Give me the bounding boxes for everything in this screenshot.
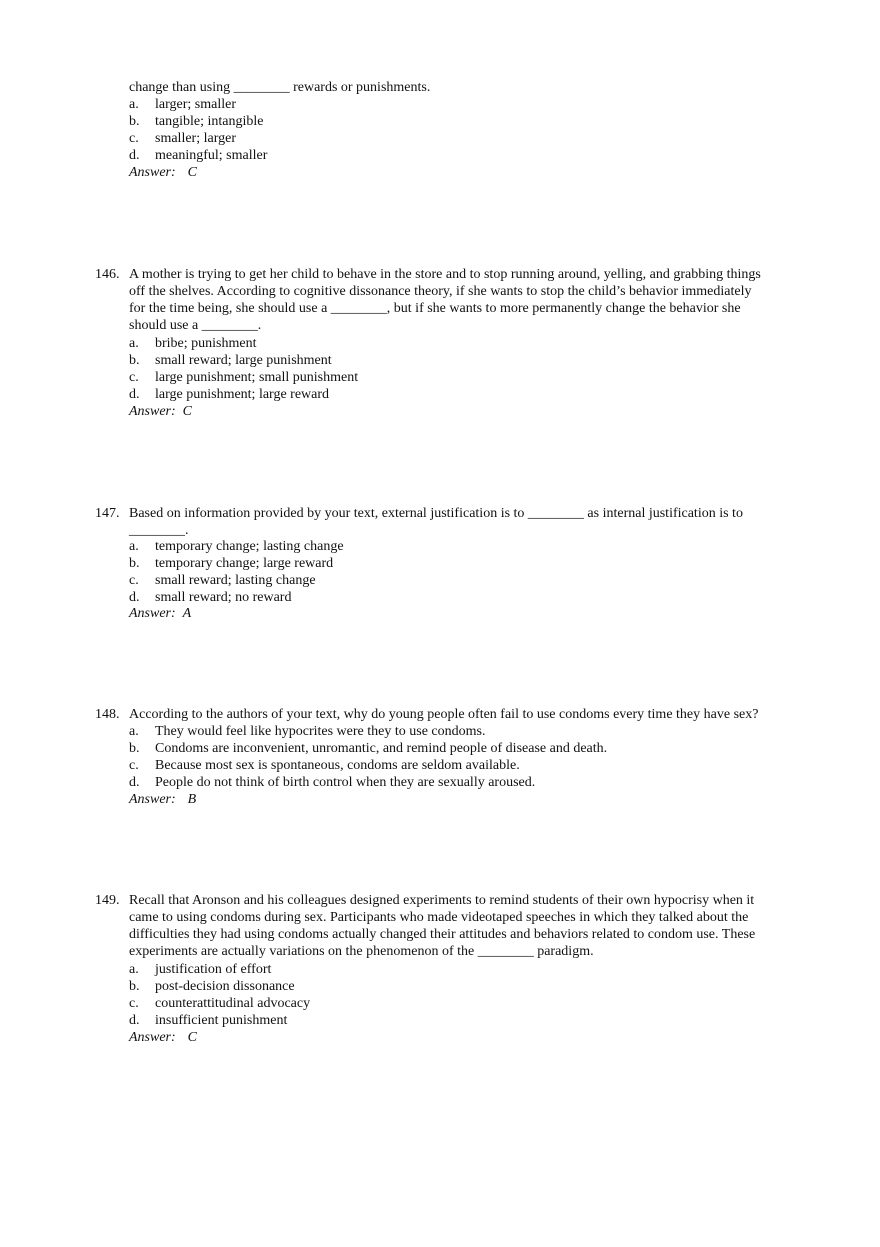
option-letter: d. [129, 590, 140, 605]
option-text: small reward; no reward [155, 590, 292, 605]
answer-value: C [182, 404, 193, 419]
answer-value: C [187, 165, 198, 180]
option-letter: c. [129, 758, 139, 773]
answer-label: Answer: [129, 1030, 176, 1045]
option-text: temporary change; lasting change [155, 539, 344, 554]
option-letter: c. [129, 996, 139, 1011]
option-letter: d. [129, 775, 140, 790]
option-letter: b. [129, 741, 140, 756]
answer-value: B [187, 792, 197, 807]
option-text: large punishment; large reward [155, 387, 330, 402]
answer-label: Answer: [129, 792, 176, 807]
option-letter: a. [129, 336, 139, 351]
question-stem-line: should use a ________. [129, 318, 262, 333]
option-letter: c. [129, 131, 139, 146]
question-stem-line: difficulties they had using condoms actually changed their attitudes and behaviors related to condom use. These [129, 927, 756, 942]
option-letter: a. [129, 97, 139, 112]
question-stem-line: off the shelves. According to cognitive dissonance theory, if she wants to stop the child’s behavior immediately [129, 284, 752, 299]
option-letter: d. [129, 1013, 140, 1028]
question-stem-line: According to the authors of your text, why do young people often fail to use condoms every time they have sex? [129, 707, 759, 722]
option-text: temporary change; large reward [155, 556, 334, 571]
option-text: They would feel like hypocrites were they to use condoms. [155, 724, 486, 739]
question-number: 149. [95, 893, 120, 908]
answer-line [129, 1029, 197, 1046]
option-text: People do not think of birth control when they are sexually aroused. [155, 775, 536, 790]
question-stem-line: A mother is trying to get her child to behave in the store and to stop running around, yelling, and grabbing things [129, 267, 761, 282]
option-letter: c. [129, 370, 139, 385]
option-letter: d. [129, 148, 140, 163]
option-letter: b. [129, 353, 140, 368]
answer-line [129, 403, 192, 420]
option-text: Because most sex is spontaneous, condoms are seldom available. [155, 758, 520, 773]
option-text: bribe; punishment [155, 336, 257, 351]
answer-line [129, 164, 197, 181]
answer-label: Answer: [129, 165, 176, 180]
question-stem-line: for the time being, she should use a ________, but if she wants to more permanently change the behavior she [129, 301, 741, 316]
option-letter: b. [129, 556, 140, 571]
question-number: 146. [95, 267, 120, 282]
option-letter: c. [129, 573, 139, 588]
option-letter: d. [129, 387, 140, 402]
question-stem-line: Based on information provided by your text, external justification is to ________ as internal justification is to [129, 506, 743, 521]
option-text: counterattitudinal advocacy [155, 996, 311, 1011]
answer-line [129, 791, 196, 808]
option-text: smaller; larger [155, 131, 236, 146]
option-text: larger; smaller [155, 97, 236, 112]
option-text: large punishment; small punishment [155, 370, 359, 385]
question-stem-line: came to using condoms during sex. Participants who made videotaped speeches in which they talked about the [129, 910, 749, 925]
option-text: meaningful; smaller [155, 148, 268, 163]
question-stem-line: change than using ________ rewards or punishments. [129, 80, 431, 95]
option-text: small reward; lasting change [155, 573, 316, 588]
answer-value: A [182, 606, 192, 621]
answer-value: C [187, 1030, 198, 1045]
question-number: 147. [95, 506, 120, 521]
option-text: tangible; intangible [155, 114, 264, 129]
option-text: small reward; large punishment [155, 353, 332, 368]
question-number: 148. [95, 707, 120, 722]
option-letter: a. [129, 962, 139, 977]
option-text: justification of effort [155, 962, 272, 977]
answer-line [129, 605, 191, 622]
question-stem-line: experiments are actually variations on the phenomenon of the ________ paradigm. [129, 944, 594, 959]
option-letter: a. [129, 724, 139, 739]
option-text: insufficient punishment [155, 1013, 288, 1028]
option-letter: a. [129, 539, 139, 554]
question-stem-line: ________. [129, 523, 189, 538]
answer-label: Answer: [129, 404, 176, 419]
option-text: Condoms are inconvenient, unromantic, and remind people of disease and death. [155, 741, 608, 756]
option-text: post-decision dissonance [155, 979, 295, 994]
option-letter: b. [129, 979, 140, 994]
question-stem-line: Recall that Aronson and his colleagues designed experiments to remind students of their own hypocrisy when it [129, 893, 755, 908]
option-letter: b. [129, 114, 140, 129]
answer-label: Answer: [129, 606, 176, 621]
